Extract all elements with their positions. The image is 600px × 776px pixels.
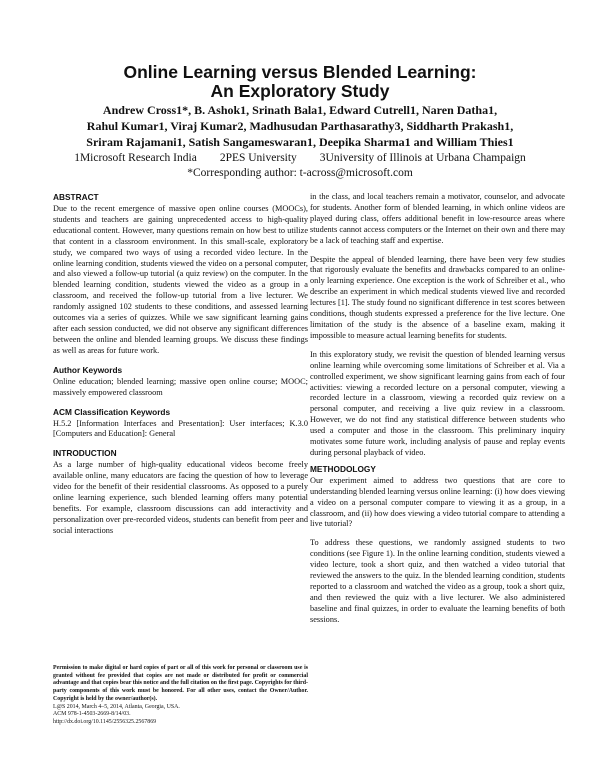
exploratory-study-text: In this exploratory study, we revisit the question of blended learning versus online learning while overcoming some limitations of Schreiber et al. Via a controlled experiment, we show significant learning gains from each of four activities: viewing a recorded lecture on a personal computer, viewing a recorded lecture in a classroom, viewing a recorded quiz review on a personal computer, and receiving a live quiz review in a classroom. However, we do not find any statistical difference between students who used a computer and those in the classroom. This preliminary inquiry motivates some future work, including analysis of pause and replay events during personal playback of video. bbox=[310, 349, 565, 457]
methodology-text: Our experiment aimed to address two questions that are core to understanding blended learning versus online learning: (i) how does viewing a video on a personal computer compare to viewing it as a group, in a classroom, and (ii) how does viewing a video tutorial compare to attending a live tutorial? bbox=[310, 475, 565, 529]
author-keywords-text: Online education; blended learning; massive open online course; MOOC; massively empowered classroom bbox=[53, 376, 308, 397]
author-keywords-heading: Author Keywords bbox=[53, 364, 123, 375]
introduction-heading: INTRODUCTION bbox=[53, 448, 117, 459]
abstract-text: Due to the recent emergence of massive open online courses (MOOCs), students and teachers are gaining unprecedented access to high-quality educational content. However, many questions remain on how best to utilize that content in a classroom environment. In this small-scale, exploratory study, we compared two ways of using a recorded video lecture. In the online learning condition, students viewed the video on a personal computer, and also viewed a follow-up tutorial (a quiz review) on the computer. In the blended learning condition, students viewed the video as a group in a classroom, and received the follow-up tutorial from a live lecturer. We randomly assigned 102 students to these conditions, and assessed learning outcomes via a series of quizzes. While we saw significant learning gains after each session conducted, we did not observe any significant differences between the online and blended learning groups. We discuss these findings as well as areas for future work. bbox=[53, 204, 308, 355]
permission-text: Permission to make digital or hard copies of part or all of this work for personal or classroom use is granted without fee provided that copies are not made or distributed for profit or commercial advantage and that copies bear this notice and the full citation on the first page. Copyrights for third-party components of this work must be honored. For all other uses, contact the Owner/Author. Copyright is held by the owner/author(s). bbox=[53, 665, 308, 702]
methodology-heading: METHODOLOGY bbox=[310, 463, 376, 474]
paper-title-line-1: Online Learning versus Blended Learning: bbox=[123, 62, 477, 82]
intro-continued-text: in the class, and local teachers remain a motivator, counselor, and advocate for students. Another form of blended learning, in which online videos are played during class, offers additional benefit in low-resource areas where students cannot access computers or the Internet on their own and there may be a lack of teaching staff and expertise. bbox=[310, 192, 565, 245]
right-column bbox=[310, 192, 565, 634]
conditions-text: To address these questions, we randomly assigned students to two conditions (see Figure 1). In the online learning condition, students viewed a video lecture, took a short quiz, and then watched a video tutorial that reviewed the answers to the quiz. In the blended learning condition, students reported to a classroom and watched the video as a group, took a short quiz, and then reviewed the quiz with a live lecturer. We also administered baseline and final quizzes, in order to evaluate the learning benefits of both sessions. bbox=[310, 538, 565, 624]
author-list-line-2: Rahul Kumar1, Viraj Kumar2, Madhusudan Parthasarathy3, Siddharth Prakash1, bbox=[86, 119, 514, 133]
affiliations: 1Microsoft Research India 2PES University 3University of Illinois at Urbana Champaign bbox=[74, 152, 526, 164]
introduction-text: As a large number of high-quality educational videos become freely available online, many educators are facing the question of how to leverage video for the benefit of their residential classrooms. As opposed to a purely online learning experience, such blended learning offers many potential benefits. For example, classroom discussions can add interactivity and personalization over pre-recorded videos, students can benefit from peer and social interactions bbox=[53, 460, 308, 535]
author-list-line-1: Andrew Cross1*, B. Ashok1, Srinath Bala1, Edward Cutrell1, Naren Datha1, bbox=[102, 103, 498, 117]
paper-title-line-2: An Exploratory Study bbox=[210, 81, 390, 101]
doi-link[interactable]: http://dx.doi.org/10.1145/2556325.2567869 bbox=[53, 718, 157, 725]
permission-notice bbox=[53, 665, 308, 727]
author-list-line-3: Sriram Rajamani1, Satish Sangameswaran1, Deepika Sharma1 and William Thies1 bbox=[86, 135, 514, 149]
acm-classification-text: H.5.2 [Information Interfaces and Presentation]: User interfaces; K.3.0 [Computers and Education]: General bbox=[53, 418, 308, 439]
corresponding-author: *Corresponding author: t-across@microsoft.com bbox=[187, 167, 413, 179]
left-column bbox=[53, 192, 308, 545]
abstract-heading: ABSTRACT bbox=[53, 192, 99, 202]
acm-classification-heading: ACM Classification Keywords bbox=[53, 406, 171, 417]
acm-isbn-line: ACM 978-1-4503-2669-8/14/03. bbox=[53, 711, 131, 718]
venue-line: L@S 2014, March 4–5, 2014, Atlanta, Georgia, USA. bbox=[53, 703, 180, 710]
related-work-text: Despite the appeal of blended learning, there have been very few studies that rigorously evaluate the benefits and drawbacks compared to an online-only learning experience. One exception is the work of Schreiber et al., who describe an experiment in which medical students viewed live and recorded lectures [1]. The study found no significant difference in test scores between conditions, though students expressed a preference for the live lecture. One limitation of the study is the absence of a baseline exam, making it impossible to measure actual learning benefits for students. bbox=[310, 254, 565, 340]
